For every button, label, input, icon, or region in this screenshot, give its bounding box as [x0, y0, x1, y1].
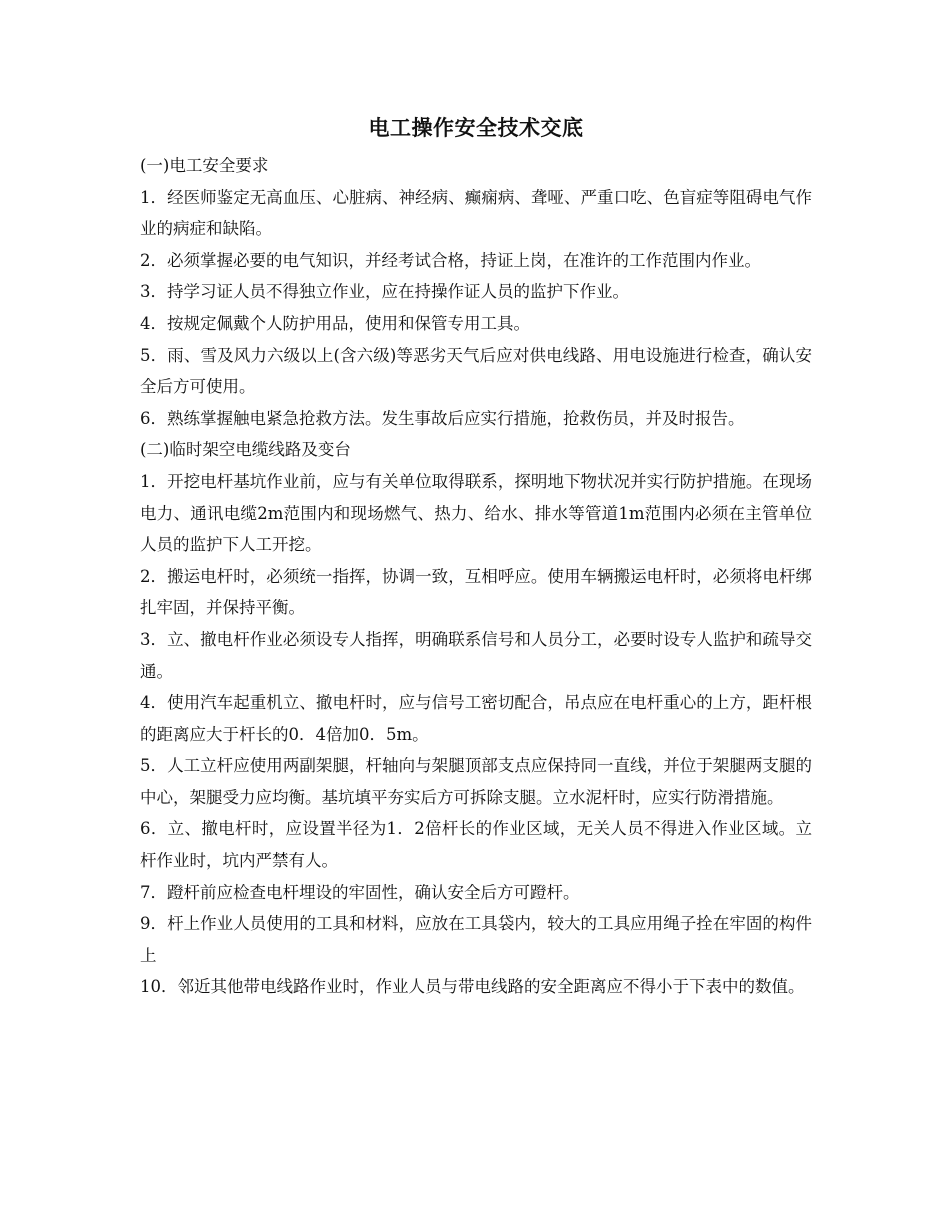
paragraph: 5．雨、雪及风力六级以上(含六级)等恶劣天气后应对供电线路、用电设施进行检查，确认安全后方可使用。 [140, 345, 812, 397]
document-title: 电工操作安全技术交底 [368, 116, 584, 140]
paragraph: 6．立、撤电杆时，应设置半径为1．2倍杆长的作业区域，无关人员不得进入作业区域。立杆作业时，坑内严禁有人。 [140, 819, 812, 871]
paragraph: 2．必须掌握必要的电气知识，并经考试合格，持证上岗，在准许的工作范围内作业。 [140, 250, 761, 270]
section-heading: (二)临时架空电缆线路及变台 [140, 440, 351, 460]
paragraph: 1．开挖电杆基坑作业前，应与有关单位取得联系，探明地下物状况并实行防护措施。在现场电力、通讯电缆2m范围内和现场燃气、热力、给水、排水等管道1m范围内必须在主管单位人员的监护下人工开挖。 [140, 471, 812, 555]
paragraph: 2．搬运电杆时，必须统一指挥，协调一致，互相呼应。使用车辆搬运电杆时，必须将电杆绑扎牢固，并保持平衡。 [140, 566, 812, 618]
paragraph: 10．邻近其他带电线路作业时，作业人员与带电线路的安全距离应不得小于下表中的数值。 [140, 977, 805, 997]
paragraph: 3．立、撤电杆作业必须设专人指挥，明确联系信号和人员分工，必要时设专人监护和疏导交通。 [140, 629, 812, 681]
paragraph: 4．按规定佩戴个人防护用品，使用和保管专用工具。 [140, 313, 530, 333]
document-page [140, 112, 812, 1003]
paragraph: 9．杆上作业人员使用的工具和材料，应放在工具袋内，较大的工具应用绳子拴在牢固的构件上 [140, 914, 812, 965]
document-body [140, 150, 812, 1003]
paragraph: 3．持学习证人员不得独立作业，应在持操作证人员的监护下作业。 [140, 282, 629, 302]
paragraph: 1．经医师鉴定无高血压、心脏病、神经病、癫痫病、聋哑、严重口吃、色盲症等阻碍电气作业的病症和缺陷。 [140, 187, 812, 239]
paragraph: 5．人工立杆应使用两副架腿，杆轴向与架腿顶部支点应保持同一直线，并位于架腿两支腿的中心，架腿受力应均衡。基坑填平夯实后方可拆除支腿。立水泥杆时，应实行防滑措施。 [140, 756, 812, 807]
paragraph: 4．使用汽车起重机立、撤电杆时，应与信号工密切配合，吊点应在电杆重心的上方，距杆根的距离应大于杆长的0．4倍加0．5m。 [140, 693, 812, 744]
paragraph: 7．蹬杆前应检查电杆埋设的牢固性，确认安全后方可蹬杆。 [140, 882, 580, 902]
paragraph: 6．熟练掌握触电紧急抢救方法。发生事故后应实行措施，抢救伤员，并及时报告。 [140, 408, 745, 428]
section-heading: (一)电工安全要求 [140, 156, 269, 175]
